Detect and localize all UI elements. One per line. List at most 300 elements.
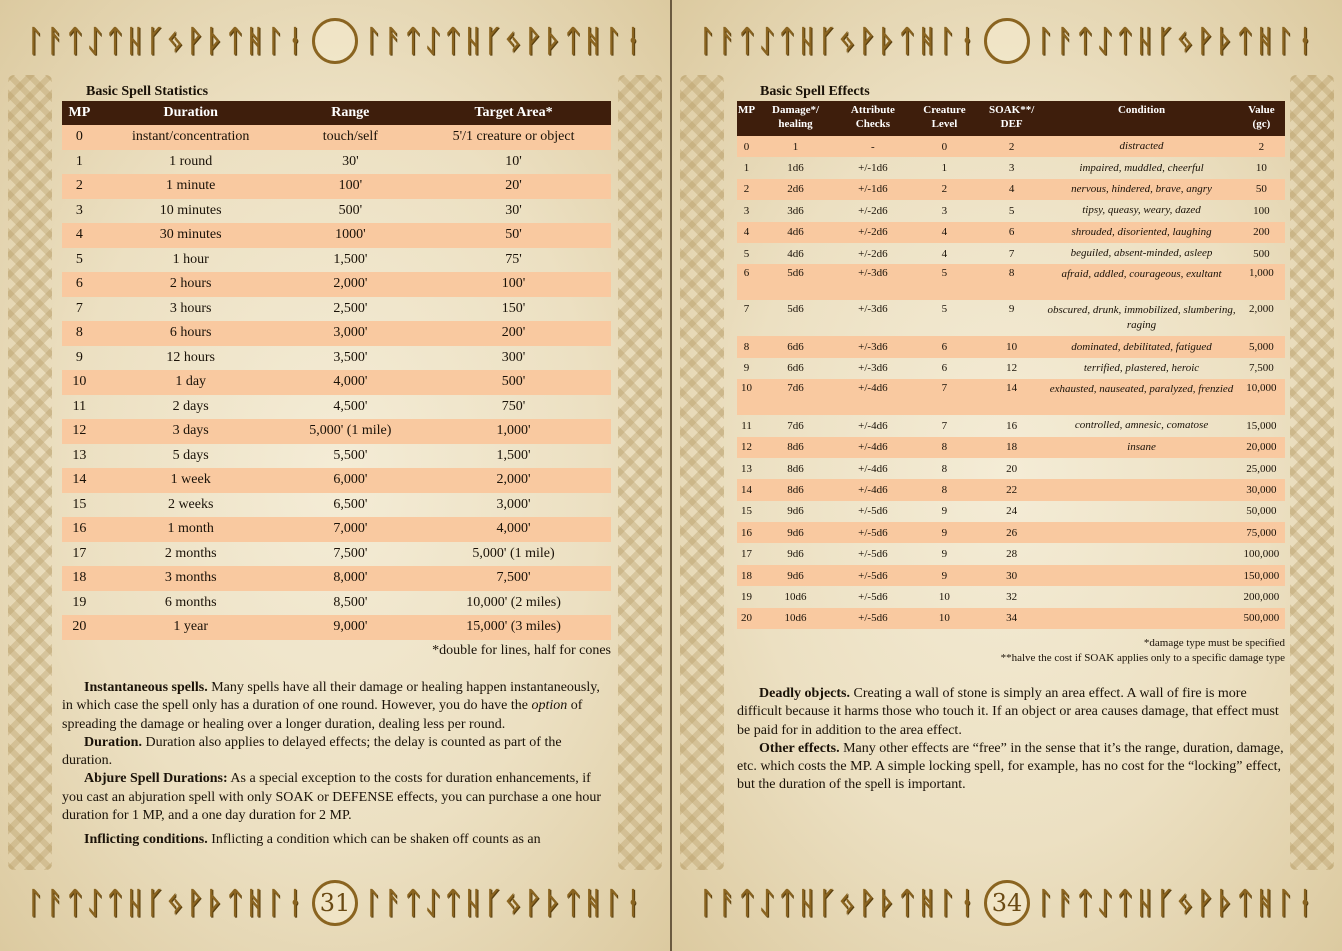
table-cell: 6 [941, 362, 948, 375]
table-cell: 3d6 [787, 204, 804, 217]
table-cell: 50' [416, 223, 611, 248]
table-row [62, 444, 611, 469]
table-cell: 2,000' [416, 468, 611, 493]
table-cell: 200 [1238, 222, 1285, 243]
table-cell: 5 [743, 247, 750, 260]
table-cell: 1 [75, 153, 83, 169]
table-cell: 2 [978, 136, 1045, 157]
table-row [62, 150, 611, 175]
right-bottom-rune-border [672, 872, 1342, 934]
paragraph-lead: Duration. [84, 734, 142, 750]
table-cell: 20 [1006, 462, 1018, 475]
table-cell: 1,000 [1238, 264, 1285, 300]
paragraph-lead: Deadly objects. [759, 686, 850, 701]
table-cell: 4 [941, 247, 948, 260]
rune-strip: ᛚᚨᛏᛇᛏᚺᚴᛃᚹᚦᛏᚻᛚᛂ [26, 885, 306, 921]
paragraph: Other effects. Many other effects are “free” in the sense that it’s the range, duration, damage, etc. which costs the MP. A simple locking spell, for example, has no cost for the “locking” effect, but the duration of the spell is important. [737, 740, 1284, 793]
table-cell [1045, 458, 1238, 479]
table-cell: 10' [505, 153, 522, 169]
table-cell: 8d6 [787, 462, 804, 475]
column-header: Attribute Checks [835, 101, 911, 136]
paragraph: Abjure Spell Durations: As a special exception to the costs for duration enhancements, if you cast an abjuration spell with only SOAK or DEFENSE effects, you can purchase a one hour duration for 1 MP, and a one day duration for 2 MP. [62, 771, 602, 824]
table-cell [1045, 608, 1238, 629]
table-cell: 14 [737, 479, 756, 500]
table-row [62, 174, 611, 199]
table-cell: 2 days [172, 398, 209, 414]
table-row [737, 136, 1285, 157]
table-cell: 5,500' [333, 447, 368, 463]
table-cell: 7d6 [787, 419, 804, 432]
table-cell: 15,000 [1246, 419, 1277, 432]
table-header-row [62, 101, 611, 125]
table-cell: 500' [338, 202, 363, 218]
table-cell: 2,000 [1249, 303, 1274, 316]
table-row [62, 346, 611, 371]
table-cell: 6 [978, 222, 1045, 243]
celtic-knot-border-icon [1290, 75, 1334, 870]
table-cell: 22 [978, 479, 1045, 500]
paragraph-lead: Inflicting conditions. [84, 832, 208, 848]
table-cell: 8d6 [756, 479, 835, 500]
column-header: Target Area* [416, 101, 611, 125]
table-cell: 500,000 [1238, 608, 1285, 629]
table-row [62, 297, 611, 322]
table-cell: 5 days [172, 447, 209, 463]
table-cell: 6,500' [333, 496, 368, 512]
table-row [62, 395, 611, 420]
table-cell: 0 [737, 136, 756, 157]
table-cell: +/-5d6 [858, 505, 888, 518]
table-cell: 3,000' [285, 321, 417, 346]
table-cell: 1 month [97, 517, 285, 542]
table-cell: 5,000' (1 mile) [285, 419, 417, 444]
rune-strip: ᛚᚨᛏᛇᛏᚺᚴᛃᚹᚦᛏᚻᛚᛂ [364, 885, 644, 921]
table-cell: 500' [416, 370, 611, 395]
table-cell: 300' [501, 349, 526, 365]
table-row [737, 479, 1285, 500]
table-cell: 2 hours [97, 272, 285, 297]
table-cell: 9 [941, 505, 948, 518]
column-header: Value (gc) [1238, 101, 1285, 136]
table-cell: 4,000' [416, 517, 611, 542]
spell-effects-title: Basic Spell Effects [760, 84, 870, 99]
table-cell: 7,000' [285, 517, 417, 542]
table-cell: 2 [62, 174, 97, 199]
table-cell: controlled, amnesic, comatose [1074, 419, 1209, 432]
table-cell: tipsy, queasy, weary, dazed [1082, 204, 1201, 217]
left-top-rune-border [0, 10, 670, 72]
table-cell: 2 [911, 179, 978, 200]
table-cell: 9 [911, 522, 978, 543]
table-cell: 4 [978, 179, 1045, 200]
table-cell: 2,500' [333, 300, 368, 316]
table-cell: insane [1045, 437, 1238, 458]
table-cell: 8 [62, 321, 97, 346]
table-cell: 1,500' [496, 447, 531, 463]
table-cell [1045, 543, 1238, 564]
table-cell: exhausted, nauseated, paralyzed, frenzied [1045, 379, 1238, 415]
page-number: 34 [984, 880, 1030, 926]
paragraph: Deadly objects. Creating a wall of stone is simply an area effect. A wall of fire is more difficult because it harms those who touch it. If an object or area causes damage, that effect must be paid for in addition to the area effect. [737, 686, 1279, 738]
table-row [62, 615, 611, 640]
table-cell: 1 [743, 162, 750, 175]
table-cell: 5,000 [1238, 336, 1285, 357]
table-row [62, 493, 611, 518]
column-header: MP [62, 101, 97, 125]
table-cell: 5,000' (1 mile) [472, 545, 555, 561]
table-cell: +/-4d6 [835, 379, 911, 415]
table-cell: 3 [75, 202, 83, 218]
table-cell: 100' [416, 272, 611, 297]
table-cell: 8 [941, 462, 948, 475]
table-cell: 3 [1008, 162, 1015, 175]
table-footnote-damage: *damage type must be specified [1143, 637, 1285, 649]
column-header: Creature Level [911, 101, 978, 136]
table-cell: 10d6 [756, 608, 835, 629]
table-cell: +/-5d6 [858, 590, 888, 603]
table-cell: 4 [911, 222, 978, 243]
table-cell: 1 round [169, 153, 213, 169]
table-cell: obscured, drunk, immobilized, slumbering, raging [1047, 304, 1236, 332]
table-cell: 2,000' [285, 272, 417, 297]
table-row [62, 566, 611, 591]
table-cell: beguiled, absent-minded, asleep [1070, 247, 1213, 260]
table-cell: 0 [62, 125, 97, 150]
table-cell: 1 hour [172, 251, 209, 267]
paragraph: Instantaneous spells. Many spells have all their damage or healing happen instantaneously, in which case the spell only has a duration of one round. However, you do have the option of spreading the damage or healing over a longer duration, dealing less per round. [62, 680, 600, 732]
table-cell: 6,000' [285, 468, 417, 493]
table-row [62, 591, 611, 616]
table-row [737, 222, 1285, 243]
table-cell: 100' [285, 174, 417, 199]
table-cell: 13 [72, 447, 87, 463]
table-cell: distracted [1045, 136, 1238, 157]
table-row [737, 565, 1285, 586]
column-header: SOAK**/ DEF [978, 101, 1045, 136]
table-cell: +/-1d6 [835, 179, 911, 200]
table-cell: 8d6 [756, 437, 835, 458]
table-cell: +/-3d6 [858, 303, 888, 316]
table-cell: 75' [505, 251, 522, 267]
table-cell: 1000' [285, 223, 417, 248]
table-cell: 9d6 [787, 548, 804, 561]
table-cell: 10 [1255, 162, 1267, 175]
table-row [737, 200, 1285, 221]
table-row [737, 358, 1285, 379]
table-row [737, 243, 1285, 264]
spell-statistics-title: Basic Spell Statistics [86, 84, 209, 99]
table-cell: 28 [1006, 548, 1018, 561]
table-cell: 19 [72, 594, 87, 610]
table-cell: 1 day [97, 370, 285, 395]
table-row [62, 321, 611, 346]
spell-effects-table [737, 101, 1285, 629]
table-cell: 6 [911, 336, 978, 357]
rune-strip: ᛚᚨᛏᛇᛏᚺᚴᛃᚹᚦᛏᚻᛚᛂ [698, 23, 978, 59]
table-cell: 10 minutes [159, 202, 222, 218]
table-cell [1045, 565, 1238, 586]
table-cell: 5 [941, 303, 948, 316]
table-cell: +/-5d6 [835, 608, 911, 629]
table-cell: 15 [72, 496, 87, 512]
table-cell: 10,000' (2 miles) [466, 594, 561, 610]
table-cell: 8,000' [285, 566, 417, 591]
left-body-text [62, 679, 611, 850]
celtic-knot-border-icon [8, 75, 52, 870]
table-cell: 1,500' [333, 251, 368, 267]
column-header: Damage*/ healing [756, 101, 835, 136]
table-cell [1045, 586, 1238, 607]
table-cell: 7 [911, 379, 978, 415]
table-cell: 750' [501, 398, 526, 414]
table-cell: impaired, muddled, cheerful [1079, 161, 1204, 174]
table-cell [1045, 479, 1238, 500]
table-cell: 10,000 [1238, 379, 1285, 415]
table-cell: 4,500' [333, 398, 368, 414]
table-cell: +/-5d6 [835, 565, 911, 586]
table-cell: 200,000 [1243, 590, 1280, 603]
table-cell: 12 [1006, 362, 1018, 375]
table-cell: 6 [737, 264, 756, 300]
table-cell: 5d6 [787, 303, 804, 316]
table-cell: 8 [737, 336, 756, 357]
table-cell: +/-3d6 [835, 336, 911, 357]
table-row [737, 336, 1285, 357]
paragraph-lead: Instantaneous spells. [84, 680, 208, 695]
table-cell: 9,000' [285, 615, 417, 640]
table-cell: 10 [737, 379, 756, 415]
table-cell: 10 [938, 590, 950, 603]
table-row [62, 125, 611, 150]
table-row [62, 223, 611, 248]
table-cell: +/-4d6 [835, 479, 911, 500]
table-row [737, 179, 1285, 200]
paragraph-lead: Abjure Spell Durations: [84, 771, 228, 787]
table-cell: afraid, addled, courageous, exultant [1045, 264, 1238, 300]
table-cell: 8 [911, 479, 978, 500]
table-cell: +/-4d6 [858, 419, 888, 432]
table-cell: 32 [1006, 590, 1018, 603]
table-cell: 9 [75, 349, 83, 365]
table-cell: 10 [911, 608, 978, 629]
table-cell: 16 [62, 517, 97, 542]
table-cell: 200' [416, 321, 611, 346]
table-cell: 4d6 [756, 222, 835, 243]
rune-strip: ᛚᚨᛏᛇᛏᚺᚴᛃᚹᚦᛏᚻᛚᛂ [1036, 23, 1316, 59]
emphasis: option [531, 698, 568, 714]
table-cell: 10 [978, 336, 1045, 357]
table-cell: 1 [756, 136, 835, 157]
table-row [737, 608, 1285, 629]
page-number: 31 [312, 880, 358, 926]
table-cell: 7 [941, 419, 948, 432]
table-row [737, 415, 1285, 436]
table-cell: 3 [941, 204, 948, 217]
table-row [737, 300, 1285, 336]
table-row [62, 370, 611, 395]
table-cell: 100 [1253, 204, 1270, 217]
table-footnote-soak: **halve the cost if SOAK applies only to a specific damage type [1000, 652, 1285, 664]
table-row [737, 264, 1285, 300]
table-cell: 9 [941, 548, 948, 561]
table-cell: 3 [743, 204, 750, 217]
table-row [62, 248, 611, 273]
column-header: MP [737, 101, 756, 136]
table-cell: shrouded, disoriented, laughing [1045, 222, 1238, 243]
table-cell: 3 days [97, 419, 285, 444]
rune-strip: ᛚᚨᛏᛇᛏᚺᚴᛃᚹᚦᛏᚻᛚᛂ [698, 885, 978, 921]
table-cell: 9d6 [756, 565, 835, 586]
table-cell: nervous, hindered, brave, angry [1045, 179, 1238, 200]
table-cell: 7,500' [333, 545, 368, 561]
table-cell: 15,000' (3 miles) [416, 615, 611, 640]
table-row [62, 468, 611, 493]
table-cell [1045, 501, 1238, 522]
table-cell: +/-4d6 [835, 437, 911, 458]
table-row [737, 379, 1285, 415]
table-cell: 30,000 [1238, 479, 1285, 500]
table-cell: 11 [741, 419, 752, 432]
table-cell: 14 [978, 379, 1045, 415]
table-cell: 18 [978, 437, 1045, 458]
table-cell [1045, 522, 1238, 543]
table-cell: 150' [501, 300, 526, 316]
knot-medallion-icon [312, 18, 358, 64]
table-row [737, 458, 1285, 479]
table-cell: +/-5d6 [858, 548, 888, 561]
table-cell: 9 [911, 565, 978, 586]
table-cell: 7,500 [1249, 362, 1274, 375]
table-cell: 1 [941, 162, 948, 175]
table-cell: 30' [342, 153, 359, 169]
table-cell: 30' [505, 202, 522, 218]
table-row [737, 522, 1285, 543]
table-cell: 20 [737, 608, 756, 629]
right-body-text [737, 685, 1285, 795]
table-cell: 2 weeks [167, 496, 214, 512]
table-cell: +/-4d6 [858, 462, 888, 475]
table-cell: 5 [75, 251, 83, 267]
table-cell: 7 [743, 303, 750, 316]
celtic-knot-border-icon [680, 75, 724, 870]
table-cell: 24 [1006, 505, 1018, 518]
table-cell: 9 [743, 362, 750, 375]
table-cell: 50 [1238, 179, 1285, 200]
table-cell: 17 [72, 545, 87, 561]
table-cell: 5 [1008, 204, 1015, 217]
table-cell: 3,000' [496, 496, 531, 512]
table-cell: 17 [741, 548, 753, 561]
table-cell: 1 week [97, 468, 285, 493]
table-cell: 13 [741, 462, 753, 475]
table-cell: 18 [62, 566, 97, 591]
rune-strip: ᛚᚨᛏᛇᛏᚺᚴᛃᚹᚦᛏᚻᛚᛂ [26, 23, 306, 59]
table-cell: 5d6 [756, 264, 835, 300]
table-cell: 7 [1008, 247, 1015, 260]
table-row [62, 272, 611, 297]
column-header: Duration [97, 101, 285, 125]
table-cell: 20' [416, 174, 611, 199]
table-cell: 8 [911, 437, 978, 458]
table-cell: terrified, plastered, heroic [1083, 361, 1200, 374]
table-cell: 18 [737, 565, 756, 586]
table-cell: 1 minute [97, 174, 285, 199]
table-cell: 16 [737, 522, 756, 543]
table-row [62, 199, 611, 224]
table-cell: 3,500' [333, 349, 368, 365]
table-cell: +/-1d6 [858, 162, 888, 175]
spell-statistics-table [62, 101, 611, 640]
table-cell: 30 [978, 565, 1045, 586]
table-cell: +/-5d6 [835, 522, 911, 543]
table-cell: 0 [911, 136, 978, 157]
table-cell: 3 months [97, 566, 285, 591]
paragraph-lead: Other effects. [759, 740, 840, 756]
table-cell: 2 months [164, 545, 217, 561]
table-cell: 2 [737, 179, 756, 200]
table-footnote: *double for lines, half for cones [432, 643, 611, 658]
table-cell: touch/self [285, 125, 417, 150]
table-cell: 6 hours [97, 321, 285, 346]
table-cell: 12 [62, 419, 97, 444]
column-header: Condition [1045, 101, 1238, 136]
table-cell: 4 [62, 223, 97, 248]
table-cell: 1 year [97, 615, 285, 640]
table-cell: 25,000 [1246, 462, 1277, 475]
table-cell: +/-3d6 [858, 362, 888, 375]
table-cell: 19 [741, 590, 753, 603]
table-cell: 14 [62, 468, 97, 493]
table-header-row [737, 101, 1285, 136]
table-cell: 10 [62, 370, 97, 395]
table-cell: 1,000' [416, 419, 611, 444]
table-cell: 20,000 [1238, 437, 1285, 458]
table-cell: 12 [737, 437, 756, 458]
table-cell: 9d6 [756, 522, 835, 543]
table-cell: +/-2d6 [858, 204, 888, 217]
table-cell: 2d6 [756, 179, 835, 200]
table-cell: 150,000 [1238, 565, 1285, 586]
table-cell: 8,500' [333, 594, 368, 610]
table-row [737, 157, 1285, 178]
table-cell: 11 [72, 398, 87, 414]
table-row [737, 543, 1285, 564]
table-cell: 4,000' [285, 370, 417, 395]
table-cell: 10d6 [784, 590, 807, 603]
table-cell: 4d6 [787, 247, 804, 260]
table-cell: 9 [1008, 303, 1015, 316]
table-cell: 6d6 [787, 362, 804, 375]
column-header: Range [285, 101, 417, 125]
left-bottom-rune-border [0, 872, 670, 934]
table-cell: +/-2d6 [835, 222, 911, 243]
table-cell: 5 [911, 264, 978, 300]
table-cell: +/-3d6 [835, 264, 911, 300]
table-cell: 4 [737, 222, 756, 243]
table-cell: 100,000 [1243, 548, 1280, 561]
table-row [62, 419, 611, 444]
table-cell: 3 hours [169, 300, 212, 316]
table-row [737, 437, 1285, 458]
table-cell: 7d6 [756, 379, 835, 415]
table-cell: 30 minutes [97, 223, 285, 248]
table-cell: +/-2d6 [858, 247, 888, 260]
table-row [62, 542, 611, 567]
table-cell: 16 [1006, 419, 1018, 432]
table-cell: 2 [1238, 136, 1285, 157]
table-cell: instant/concentration [97, 125, 285, 150]
table-cell: 6d6 [756, 336, 835, 357]
